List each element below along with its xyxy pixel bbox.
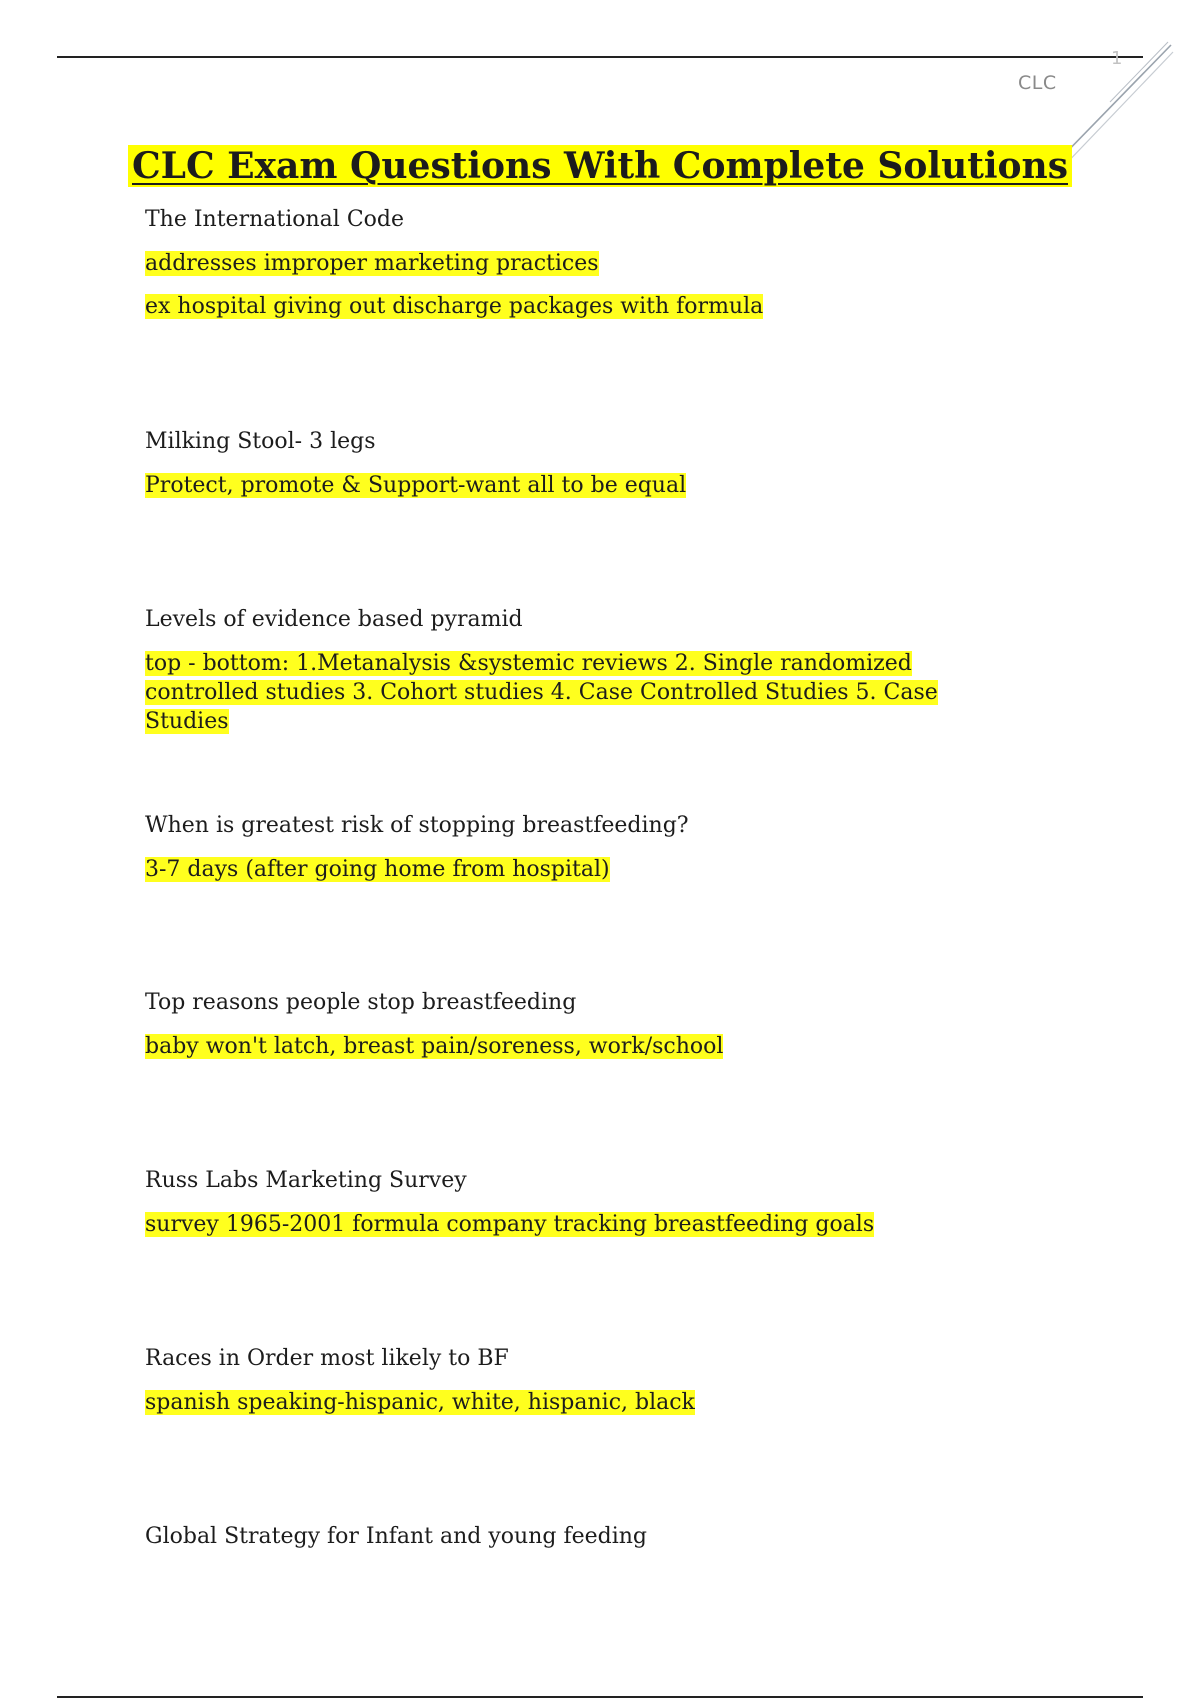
answer-highlight: survey 1965-2001 formula company tracking breastfeeding goals — [145, 1212, 875, 1237]
document-title-text: CLC Exam Questions With Complete Solutions — [128, 145, 1072, 187]
header-label: CLC — [1018, 72, 1057, 94]
answer-text — [145, 471, 1025, 500]
answer-highlight: addresses improper marketing practices — [145, 251, 599, 276]
qa-item — [145, 205, 1025, 321]
answer-text — [145, 1032, 1025, 1061]
footer-rule — [57, 1696, 1143, 1698]
qa-item — [145, 811, 1025, 884]
answer-text — [145, 855, 1025, 884]
answer-text — [145, 1388, 1025, 1417]
qa-item — [145, 427, 1025, 500]
question-text: When is greatest risk of stopping breastfeeding? — [145, 813, 689, 838]
answer-highlight: baby won't latch, breast pain/soreness, work/school — [145, 1034, 724, 1059]
question-text: Global Strategy for Infant and young feeding — [145, 1524, 648, 1549]
answer-highlight: top - bottom: 1.Metanalysis &systemic reviews 2. Single randomized controlled studies 3. Cohort studies 4. Case Controlled Studies 5. Case Studies — [145, 651, 938, 734]
document-title — [0, 140, 1200, 192]
question-text: Races in Order most likely to BF — [145, 1346, 509, 1371]
qa-item — [145, 1522, 1025, 1552]
answer-highlight: spanish speaking-hispanic, white, hispanic, black — [145, 1390, 695, 1415]
answer-text — [145, 249, 1025, 278]
page-number: 1 — [1111, 48, 1123, 69]
question-text: Russ Labs Marketing Survey — [145, 1168, 467, 1193]
answer-text — [145, 649, 1025, 736]
question-text: Levels of evidence based pyramid — [145, 607, 523, 632]
qa-item — [145, 988, 1025, 1061]
answer-highlight: Protect, promote & Support-want all to be equal — [145, 473, 687, 498]
qa-item — [145, 605, 1025, 736]
question-text: The International Code — [145, 207, 404, 232]
header-rule — [57, 56, 1143, 58]
qa-item — [145, 1344, 1025, 1417]
answer-text — [145, 292, 1025, 321]
qa-item — [145, 1166, 1025, 1239]
answer-highlight: ex hospital giving out discharge packages with formula — [145, 294, 764, 319]
answer-highlight: 3-7 days (after going home from hospital) — [145, 857, 610, 882]
answer-text — [145, 1210, 1025, 1239]
question-text: Top reasons people stop breastfeeding — [145, 990, 577, 1015]
question-text: Milking Stool- 3 legs — [145, 429, 376, 454]
